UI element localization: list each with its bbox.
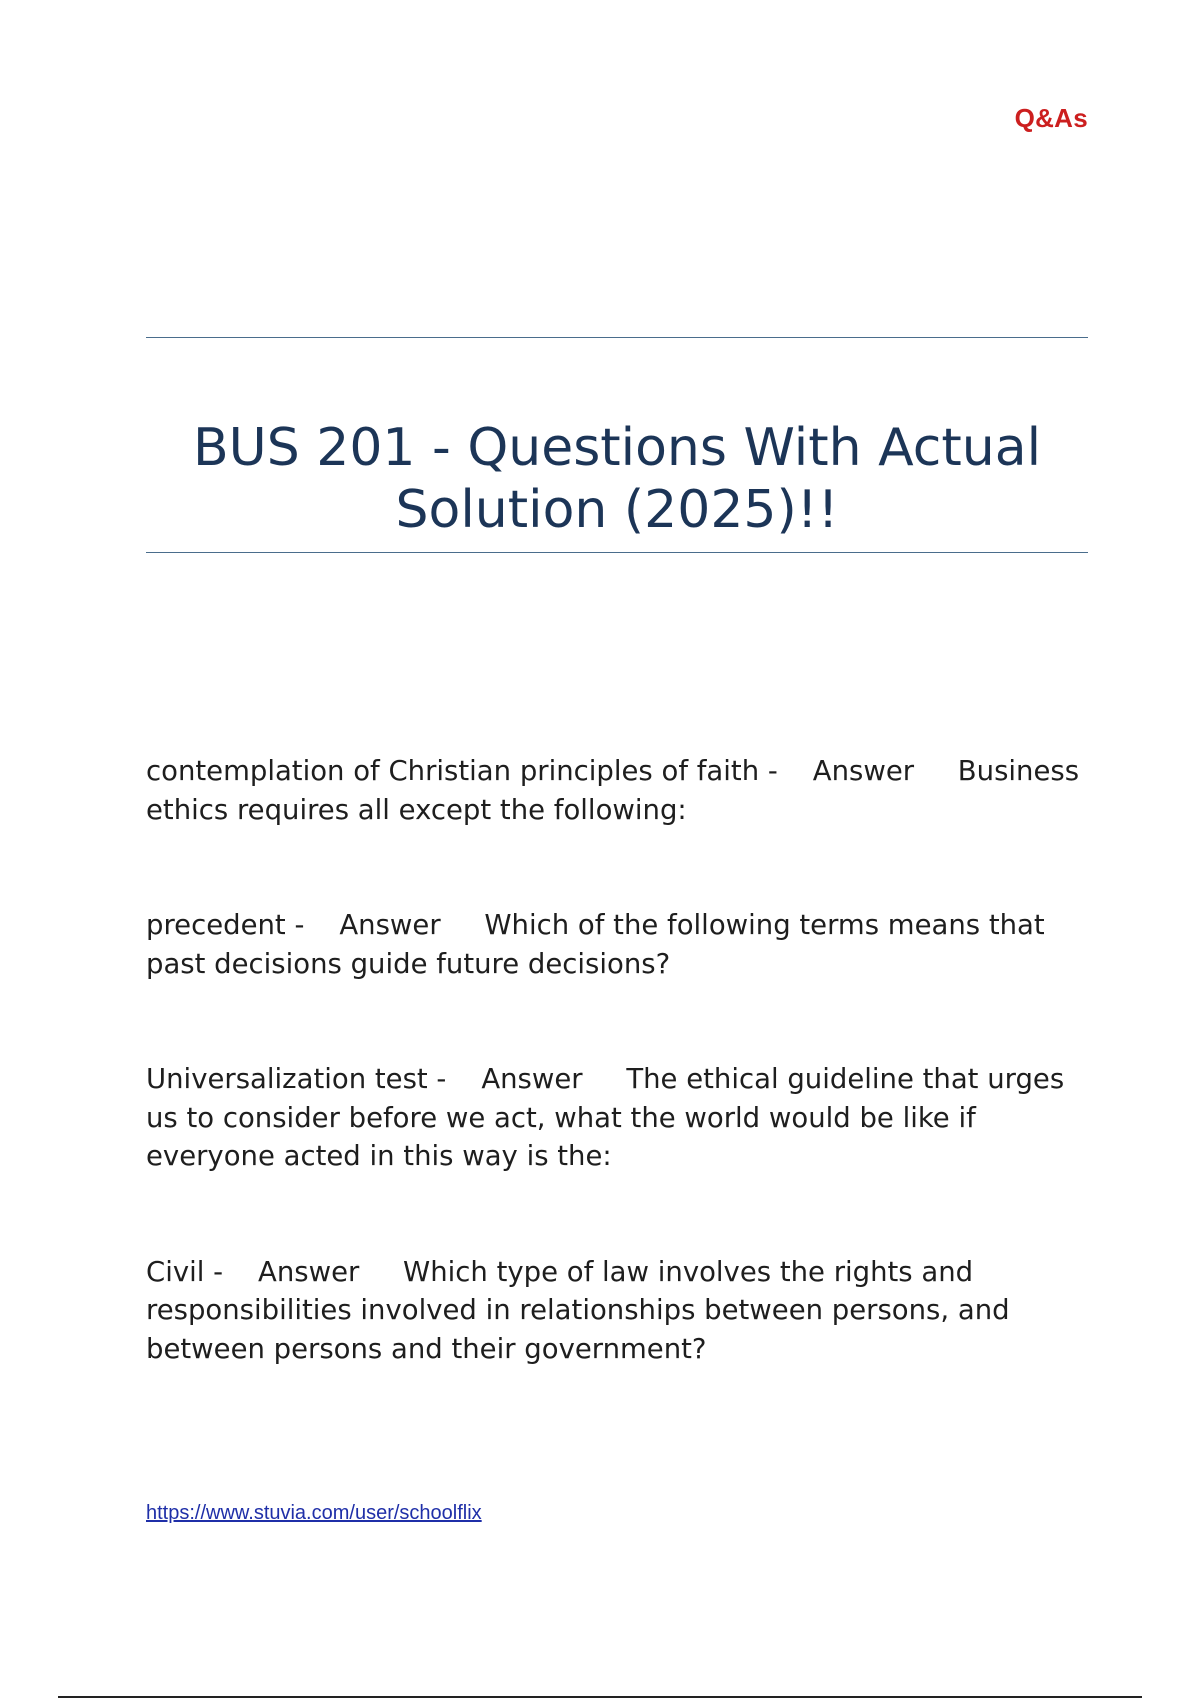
- document-title: BUS 201 - Questions With Actual Solution (2025)!!: [192, 418, 1042, 540]
- qa-answer-label: Answer: [812, 755, 915, 787]
- qa-answer-label: Answer: [339, 909, 441, 941]
- qa-tag: Q&As: [1014, 103, 1088, 133]
- title-bottom-rule: [146, 552, 1088, 553]
- qa-item: [146, 1060, 1096, 1176]
- qa-question: The ethical guideline that urges us to consider before we act, what the world would be like if everyone acted in this way is the:: [146, 1063, 1073, 1172]
- qa-item: [146, 752, 1096, 829]
- qa-answer: Civil -: [146, 1255, 224, 1288]
- qa-answer-label: Answer: [258, 1255, 360, 1288]
- qa-answer: contemplation of Christian principles of faith -: [146, 755, 778, 787]
- qa-question: Business ethics requires all except the following:: [146, 755, 1088, 826]
- qa-item: [146, 906, 1096, 983]
- qa-question: Which of the following terms means that past decisions guide future decisions?: [146, 909, 1054, 980]
- qa-answer: Universalization test -: [146, 1063, 447, 1095]
- title-top-rule: [146, 337, 1088, 338]
- qa-answer-label: Answer: [481, 1063, 583, 1095]
- qa-question: Which type of law involves the rights and responsibilities involved in relationships between persons, and between persons and their government?: [146, 1255, 1019, 1365]
- qa-answer: precedent -: [146, 909, 305, 941]
- qa-list: [146, 752, 1096, 1368]
- source-link[interactable]: https://www.stuvia.com/user/schoolflix: [146, 1502, 482, 1524]
- footer-rule: [58, 1696, 1142, 1698]
- qa-item: [146, 1253, 1096, 1369]
